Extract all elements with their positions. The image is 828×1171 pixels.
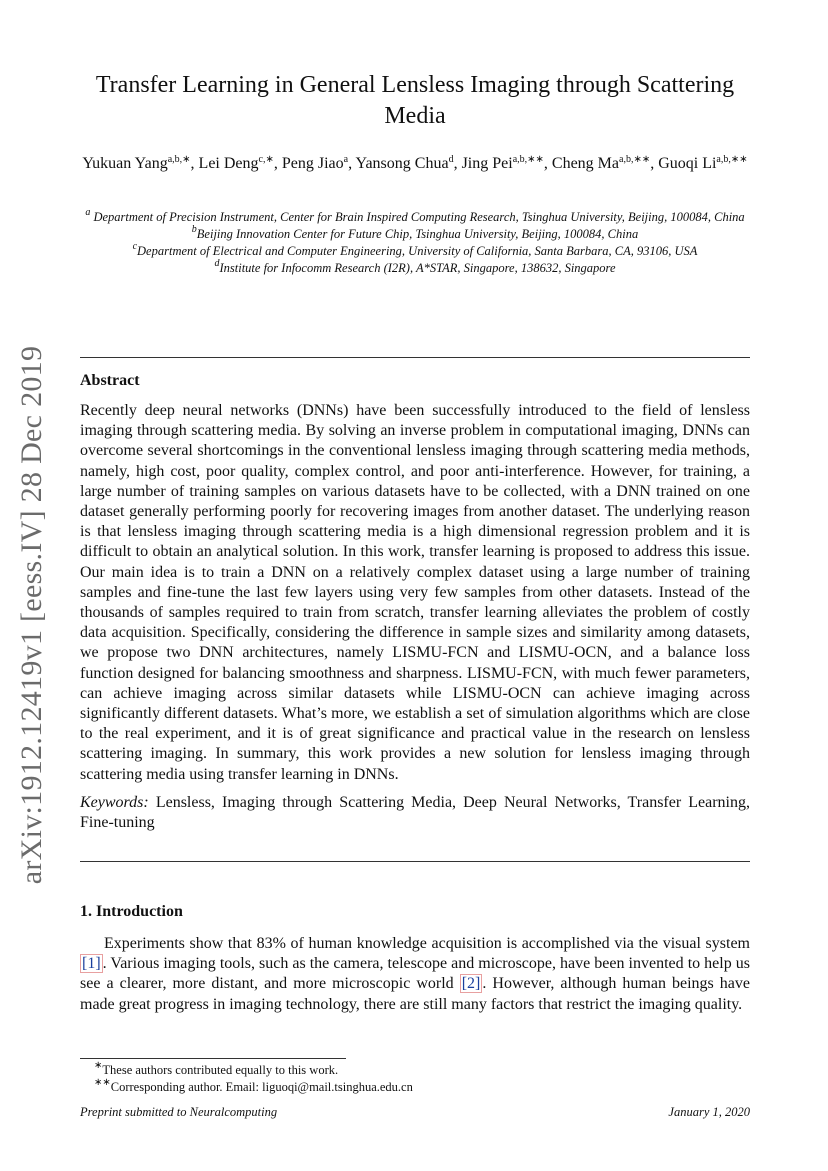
footnote-rule: [80, 1058, 346, 1059]
arxiv-stamp-text: arXiv:1912.12419v1 [eess.IV] 28 Dec 2019: [15, 345, 48, 885]
author: Yukuan Yang$^{a,b,∗}$,: [82, 154, 199, 172]
affiliation: $^a$ Department of Precision Instrument, Center for Brain Inspired Computing Research, Tsinghua University, Beijing, 100084, China: [85, 207, 745, 224]
affiliation: $^d$Institute for Infocomm Research (I2R), A*STAR, Singapore, 138632, Singapore: [214, 258, 616, 275]
abstract-text: Recently deep neural networks (DNNs) have been successfully introduced to the field of lensless imaging through scattering media. By solving an inverse problem in computational imaging, DNNs can overcome several shortcomings in the conventional lensless imaging through scattering media methods, namely, high cost, poor quality, complex control, and poor anti-interference. However, for training, a large number of training samples on various datasets have to be collected, with a DNN trained on one dataset generally performing poorly for recovering images from another dataset. The underlying reason is that lensless imaging through scattering media is a high dimensional regression problem and it is difficult to obtain an analytical solution. In this work, transfer learning is proposed to address this issue. Our main idea is to train a DNN on a relatively complex dataset using a large number of training samples and fine-tune the last few layers using very few samples from other datasets. Instead of the thousands of samples required to train from scratch, transfer learning alleviates the problem of costly data acquisition. Specifically, considering the difference in sample sizes and similarity among datasets, we propose two DNN architectures, namely LISMU-FCN and LISMU-OCN, and a balance loss function designed for balancing smoothness and sharpness. LISMU-FCN, with much fewer parameters, can achieve imaging across similar datasets while LISMU-OCN can achieve imaging across significantly different datasets. What’s more, we establish a set of simulation algorithms which are close to the real experiment, and it is of great significance and practical value in the research on lensless scattering imaging. In summary, this work provides a new solution for lensless imaging through scattering media using transfer learning in DNNs.: [80, 402, 750, 783]
page-footer: [80, 1105, 750, 1120]
paper-title: Transfer Learning in General Lensless Imaging through Scattering Media: [95, 72, 735, 129]
author-list: [80, 153, 750, 174]
footnotes: [80, 1062, 750, 1096]
citation-link[interactable]: [2]: [461, 975, 481, 993]
author: Jing Pei$^{a,b,∗∗}$,: [461, 154, 552, 172]
abstract-body: [80, 401, 750, 833]
keywords-label: Keywords:: [80, 793, 149, 811]
arxiv-stamp: [14, 345, 50, 885]
footer-left: Preprint submitted to Neuralcomputing: [80, 1105, 278, 1119]
footnote: ∗These authors contributed equally to this work.: [94, 1060, 339, 1077]
author: Lei Deng$^{c,∗}$,: [198, 154, 282, 172]
abstract-bottom-rule: [80, 861, 750, 862]
author: Yansong Chua$^d$,: [355, 154, 462, 172]
affiliation-list: [80, 209, 750, 277]
author: Cheng $Ma^{a,b,∗∗}$,: [551, 154, 659, 172]
abstract-heading: Abstract: [80, 372, 140, 389]
affiliation: $^c$Department of Electrical and Computer Engineering, University of California, Santa Barbara, CA, 93106, USA: [132, 241, 698, 258]
section-heading-introduction: 1. Introduction: [80, 903, 183, 920]
citation-link[interactable]: [1]: [82, 955, 101, 973]
footnote: ∗∗Corresponding author. Email: liguoqi@mail.tsinghua.edu.cn: [94, 1077, 413, 1094]
author: Guoqi $Li^{a,b,∗∗}$: [658, 154, 748, 172]
keywords-text: Lensless, Imaging through Scattering Media, Deep Neural Networks, Transfer Learning, Fine-tuning: [80, 793, 750, 832]
abstract-top-rule: [80, 357, 750, 358]
affiliation: $^b$Beijing Innovation Center for Future Chip, Tsinghua University, Beijing, 100084, China: [191, 224, 639, 241]
footer-date: January 1, 2020: [668, 1105, 750, 1119]
author: Peng Jiao$^a$,: [281, 154, 356, 172]
keywords: [80, 793, 750, 833]
introduction-paragraph: Experiments show that 83% of human knowledge acquisition is accomplished via the visual system [1] . Various imaging tools, such as the camera, telescope and microscope, have been invented to help us see a clearer, more distant, and more microscopic world [2] . However, although human beings have made great progress in imaging technology, there are still many factors that restrict the imaging quality.: [80, 935, 751, 1013]
